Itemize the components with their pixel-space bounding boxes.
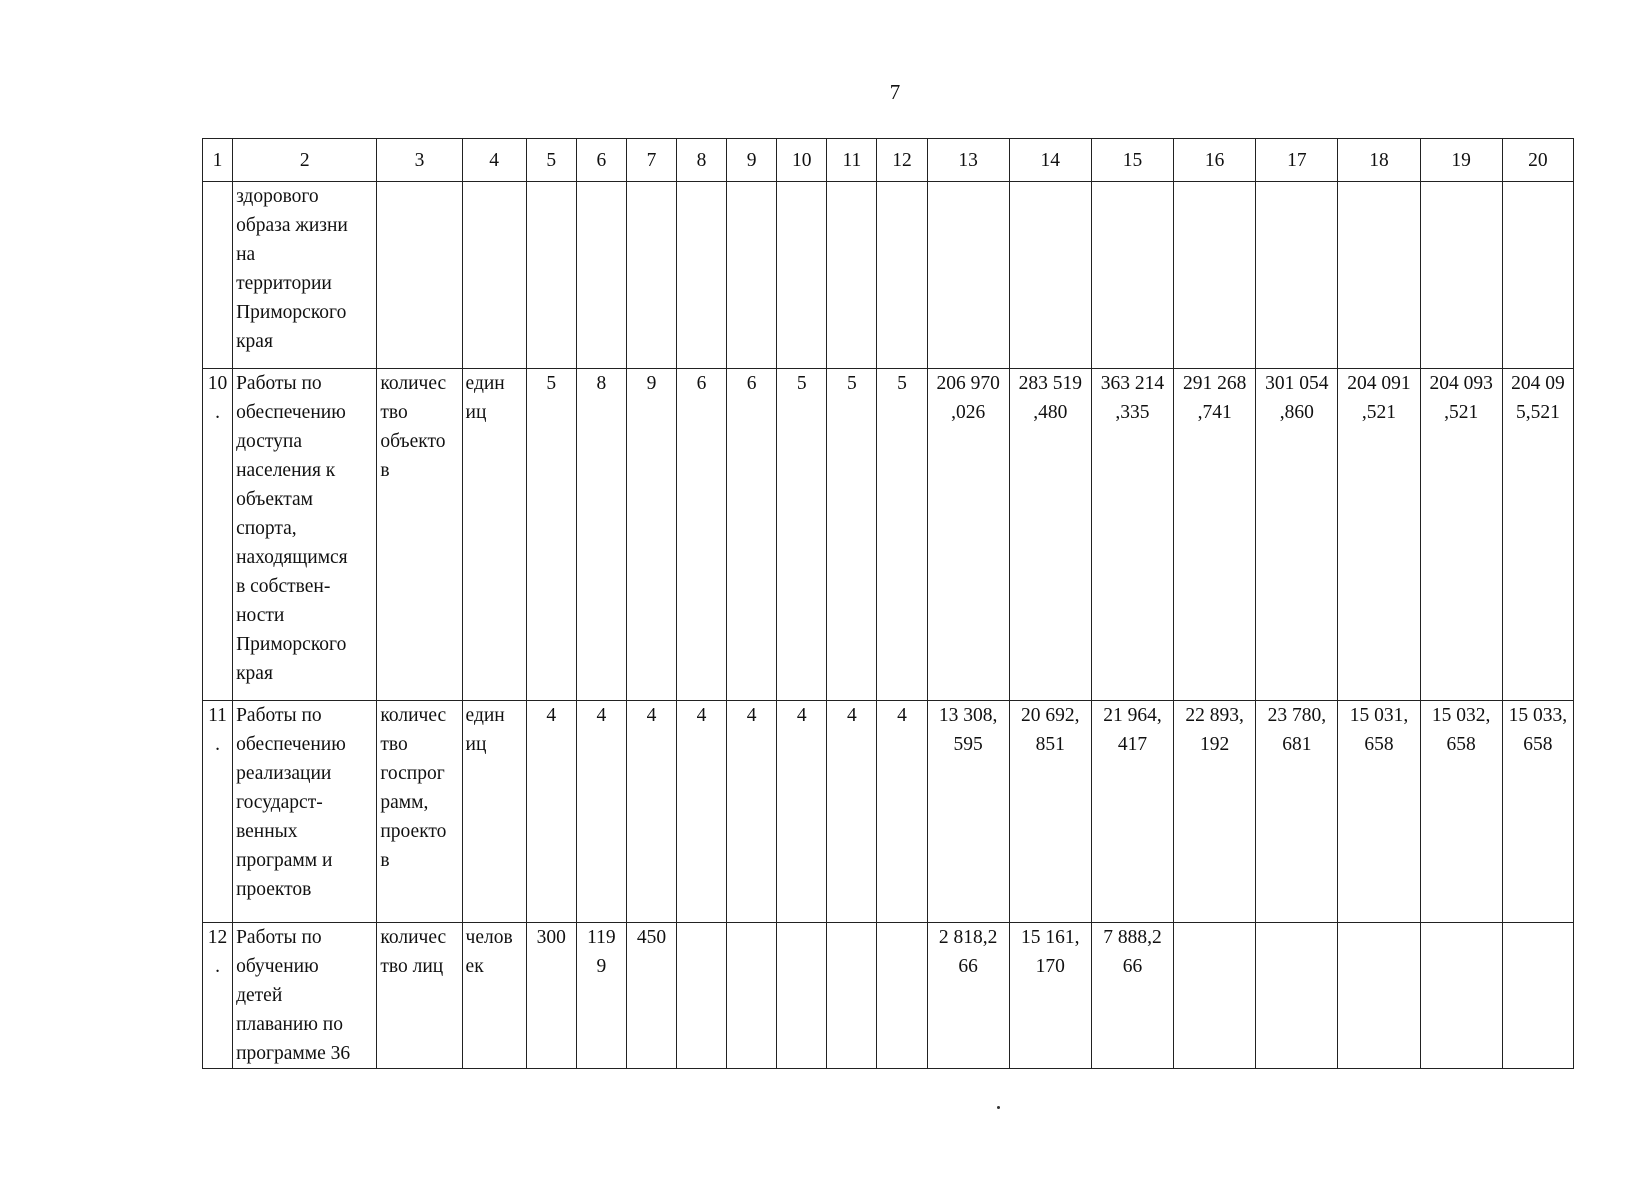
table-cell: [727, 182, 777, 369]
table-cell: 450: [626, 923, 676, 1069]
column-header: 6: [576, 139, 626, 182]
column-header: 4: [462, 139, 526, 182]
table-cell: [777, 182, 827, 369]
table-cell: 300: [526, 923, 576, 1069]
table-cell: 4: [777, 701, 827, 923]
table-cell: Работы по обучению детей плаванию по программе 36: [233, 923, 377, 1069]
column-header: 1: [203, 139, 233, 182]
table-cell: [827, 182, 877, 369]
table-cell: 11 .: [203, 701, 233, 923]
table-cell: 20 692, 851: [1009, 701, 1091, 923]
table-cell: количес тво госпрог рамм, проекто в: [377, 701, 462, 923]
table-cell: [777, 923, 827, 1069]
table-cell: [1420, 923, 1502, 1069]
table-cell: 119 9: [576, 923, 626, 1069]
table-cell: един иц: [462, 701, 526, 923]
table-cell: 4: [576, 701, 626, 923]
column-header: 2: [233, 139, 377, 182]
table-cell: 4: [677, 701, 727, 923]
table-cell: [1420, 182, 1502, 369]
table-cell: [927, 182, 1009, 369]
table-cell: 10 .: [203, 369, 233, 701]
table-cell: 8: [576, 369, 626, 701]
table-cell: [677, 182, 727, 369]
table-cell: [1338, 923, 1420, 1069]
table-cell: [1174, 182, 1256, 369]
table-cell: 5: [827, 369, 877, 701]
table-cell: 4: [877, 701, 927, 923]
column-header: 19: [1420, 139, 1502, 182]
column-header: 16: [1174, 139, 1256, 182]
column-header: 10: [777, 139, 827, 182]
table-cell: [576, 182, 626, 369]
table-cell: 15 031, 658: [1338, 701, 1420, 923]
table-cell: 4: [727, 701, 777, 923]
table-row: [203, 701, 1574, 923]
column-header: 14: [1009, 139, 1091, 182]
column-header: 13: [927, 139, 1009, 182]
table-cell: [462, 182, 526, 369]
column-header: 15: [1091, 139, 1173, 182]
table-cell: 13 308, 595: [927, 701, 1009, 923]
table-cell: 291 268 ,741: [1174, 369, 1256, 701]
table-cell: здорового образа жизни на территории Приморского края: [233, 182, 377, 369]
table-cell: [626, 182, 676, 369]
table-row: [203, 923, 1574, 1069]
stray-dot: [997, 1106, 1000, 1109]
table-cell: 204 09 5,521: [1502, 369, 1573, 701]
table-cell: [1502, 923, 1573, 1069]
table-cell: [827, 923, 877, 1069]
column-header: 5: [526, 139, 576, 182]
table-cell: количес тво объекто в: [377, 369, 462, 701]
table-cell: 5: [526, 369, 576, 701]
table-row: [203, 182, 1574, 369]
table-cell: 15 032, 658: [1420, 701, 1502, 923]
table-cell: [526, 182, 576, 369]
table-cell: 23 780, 681: [1256, 701, 1338, 923]
table-cell: 6: [677, 369, 727, 701]
table-cell: [877, 182, 927, 369]
column-header: 17: [1256, 139, 1338, 182]
table-cell: 15 161, 170: [1009, 923, 1091, 1069]
header-row: [203, 139, 1574, 182]
table-cell: 21 964, 417: [1091, 701, 1173, 923]
table-cell: 4: [827, 701, 877, 923]
table-cell: 5: [877, 369, 927, 701]
column-header: 18: [1338, 139, 1420, 182]
table-cell: 12 .: [203, 923, 233, 1069]
table-cell: челов ек: [462, 923, 526, 1069]
column-header: 9: [727, 139, 777, 182]
table-cell: 204 093 ,521: [1420, 369, 1502, 701]
table-cell: един иц: [462, 369, 526, 701]
table-cell: 4: [526, 701, 576, 923]
table-cell: [1091, 182, 1173, 369]
column-header: 8: [677, 139, 727, 182]
table-cell: 2 818,2 66: [927, 923, 1009, 1069]
table-cell: [1256, 182, 1338, 369]
table-cell: [727, 923, 777, 1069]
table-cell: 283 519 ,480: [1009, 369, 1091, 701]
table-cell: 15 033, 658: [1502, 701, 1573, 923]
data-table: [202, 138, 1574, 1069]
table-cell: 4: [626, 701, 676, 923]
table-cell: [1502, 182, 1573, 369]
table-cell: количес тво лиц: [377, 923, 462, 1069]
table-cell: 363 214 ,335: [1091, 369, 1173, 701]
table-cell: Работы по обеспечению доступа населения к объектам спорта, находящимся в собствен- ности Приморского края: [233, 369, 377, 701]
column-header: 7: [626, 139, 676, 182]
column-header: 20: [1502, 139, 1573, 182]
page-number: 7: [889, 80, 901, 104]
table-cell: Работы по обеспечению реализации государст- венных программ и проектов: [233, 701, 377, 923]
table-cell: [677, 923, 727, 1069]
table-cell: 9: [626, 369, 676, 701]
table-cell: 6: [727, 369, 777, 701]
table-cell: [877, 923, 927, 1069]
table-cell: 7 888,2 66: [1091, 923, 1173, 1069]
table-cell: [1009, 182, 1091, 369]
table-cell: 206 970 ,026: [927, 369, 1009, 701]
table-cell: 5: [777, 369, 827, 701]
column-header: 12: [877, 139, 927, 182]
table-cell: 22 893, 192: [1174, 701, 1256, 923]
table-row: [203, 369, 1574, 701]
table-cell: [1174, 923, 1256, 1069]
table-cell: [1256, 923, 1338, 1069]
column-header: 11: [827, 139, 877, 182]
table-cell: [377, 182, 462, 369]
table-cell: [1338, 182, 1420, 369]
table-cell: [203, 182, 233, 369]
column-header: 3: [377, 139, 462, 182]
table-cell: 204 091 ,521: [1338, 369, 1420, 701]
table-cell: 301 054 ,860: [1256, 369, 1338, 701]
